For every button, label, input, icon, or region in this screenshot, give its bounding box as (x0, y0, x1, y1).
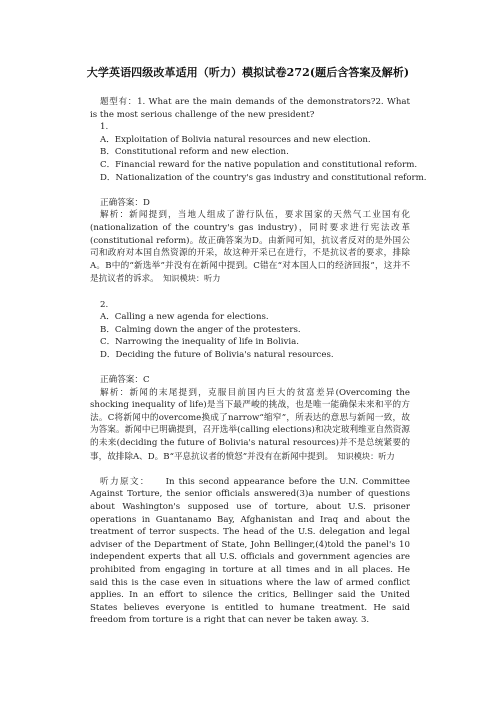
transcript-label: 听力原文： (100, 476, 146, 487)
q1-option-b: B．Constitutional reform and new election. (100, 147, 289, 158)
q2-option-a: A．Calling a new agenda for elections. (100, 312, 269, 323)
q2-analysis-text: 解析：新闻的末尾提到，克服目前国内巨大的贫富差异(Overcoming the shocking inequality of life)是当下最严峻的挑战，也是唯一能确保未来和平的方法。C将新闻中的overcome换成了narrow“缩窄”，所表达的意思与新闻一致，故为答案。新闻中已明确提到，召开选举(calling elections)和决定玻利维亚自然资源的未来(deciding the future of Bolivia's natural resources)并不是总统紧要的事，故排除A、D。B“平息抗议者的愤怒”并没有在新闻中提到。 (90, 387, 410, 462)
q1-answer: 正确答案：D (100, 197, 150, 208)
transcript-text: In this second appearance before the U.N. Committee Against Torture, the senior officials answered(3)a number of questions about Washington's supposed use of torture, about U.S. prisoner operations in Guantanamo Bay, Afghanistan and Iraq and about the treatment of terror suspects. The head of the U.S. delegation and legal adviser of the Department of State, John Bellinger,(4)told the panel's 10 independent experts that all U.S. officials and government agencies are prohibited from engaging in torture at all times and in all places. He said this is the case even in situations where the law of armed conflict applies. In an effort to silence the critics, Bellinger said the United States believes everyone is entitled to humane treatment. He said freedom from torture is a right that can never be taken away. 3. (90, 476, 410, 626)
spacer (90, 184, 410, 197)
transcript (90, 476, 410, 627)
spacer (90, 361, 410, 374)
q1-analysis (90, 209, 410, 286)
q2-number: 2. (100, 299, 109, 310)
document-title: 大学英语四级改革适用（听力）模拟试卷272(题后含答案及解析) (86, 66, 410, 79)
q2-answer: 正确答案：C (100, 375, 150, 386)
q1-option-a: A．Exploitation of Bolivia natural resources and new election. (100, 134, 371, 145)
q1-option-d: D．Nationalization of the country's gas industry and constitutional reform. (100, 172, 427, 183)
q1-knowledge: 知识模块：听力 (163, 273, 221, 284)
q2-analysis (90, 387, 410, 464)
q1-number: 1. (100, 122, 109, 133)
spacer (90, 286, 410, 299)
question-stem: 题型有：1. What are the main demands of the demonstrators?2. What is the most serious challenge of the new president? (90, 97, 410, 120)
q1-option-c: C．Financial reward for the native population and constitutional reform. (100, 159, 418, 170)
q2-option-b: B．Calming down the anger of the protesters. (100, 324, 301, 335)
document-body (90, 96, 427, 627)
q2-option-d: D．Deciding the future of Bolivia's natural resources. (100, 349, 334, 360)
q2-knowledge: 知识模块：听力 (337, 450, 395, 461)
spacer (90, 463, 410, 476)
q1-analysis-text: 解析：新闻提到，当地人组成了游行队伍，要求国家的天然气工业国有化(nationalization of the country's gas industry)，同时要求进行宪法改革(constitutional reform)。故正确答案为D。由新闻可知，抗议者反对的是外国公司和政府对本国自然资源的开采，故这种开采已在进行，不是抗议者的要求，排除A。B中的“新选举”并没有在新闻中提到。C错在“对本国人口的经济回报”，这并不是抗议者的诉求。 (90, 210, 410, 285)
q2-option-c: C．Narrowing the inequality of life in Bolivia. (100, 337, 299, 348)
